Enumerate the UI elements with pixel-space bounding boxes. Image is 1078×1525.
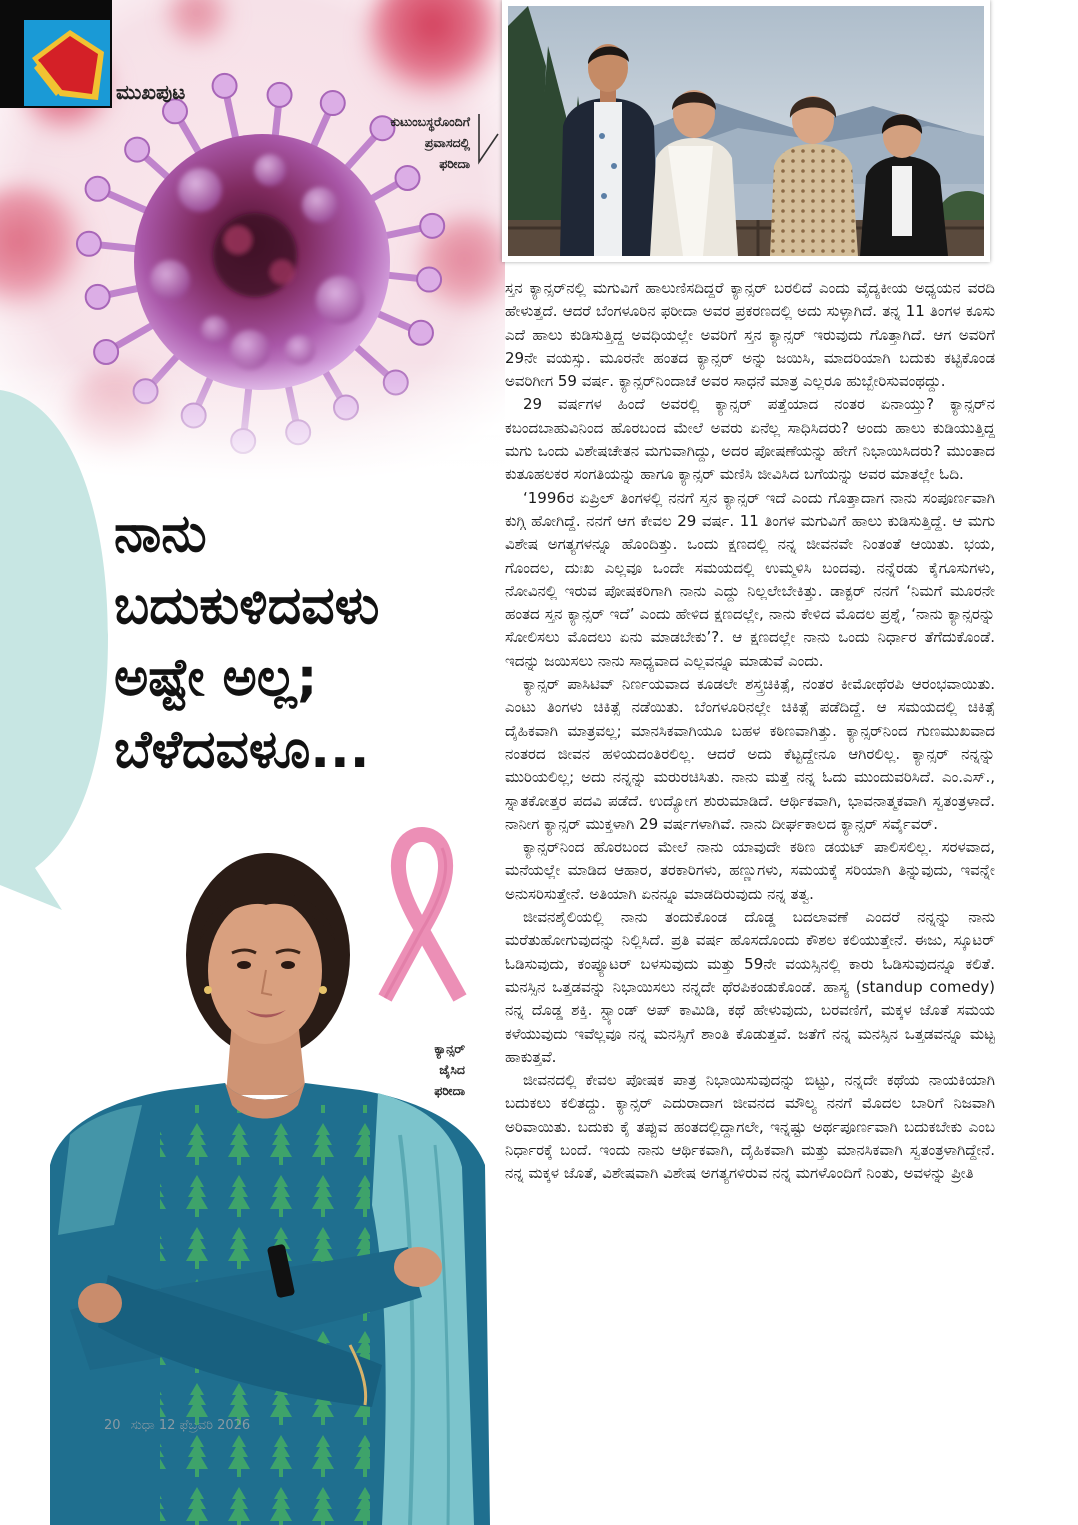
caption-pointer (472, 112, 502, 168)
headline-line: ಅಷ್ಟೇ ಅಲ್ಲ; (114, 648, 318, 708)
headline-line: ನಾನು (114, 504, 207, 564)
page-footer (104, 1418, 256, 1433)
portrait-caption (330, 1038, 465, 1101)
scarf (372, 1093, 474, 1525)
family-photo-caption (330, 111, 470, 174)
virus-spike-tip (86, 177, 110, 201)
issue-info: ಸುಧಾ 12 ಫೆಬ್ರವರಿ 2026 (130, 1418, 251, 1433)
virus-spike-tip (420, 214, 444, 238)
virus-spike-tip (86, 285, 110, 309)
body-paragraph: ಕ್ಯಾನ್ಸರ್ ಪಾಸಿಟಿವ್ ನಿರ್ಣಯವಾದ ಕೂಡಲೇ ಶಸ್ತ್ರಚಿಕಿತ್ಸೆ, ನಂತರ ಕೀಮೋಥೆರಪಿ ಆರಂಭವಾಯಿತು. ಎಂಟು ತಿಂಗಳು ಚಿಕಿತ್ಸೆ ನಡೆಯಿತು. ಬೆಂಗಳೂರಿನಲ್ಲೇ ಚಿಕಿತ್ಸೆ ಪಡೆದಿದ್ದೆ. ಆ ಸಮಯದಲ್ಲಿ ಚಿಕಿತ್ಸೆ ದೈಹಿಕವಾಗಿ ಮಾತ್ರವಲ್ಲ; ಮಾನಸಿಕವಾಗಿಯೂ ಬಹಳ ಕಠಿಣವಾಗಿತ್ತು. ಕ್ಯಾನ್ಸರ್‌ನಿಂದ ಗುಣಮುಖವಾದ ನಂತರದ ಜೀವನ ಹಳಿಯದಂತಿರಲಿಲ್ಲ. ಆದರೆ ಅದು ಕೆಟ್ಟದ್ದೇನೂ ಆಗಿರಲಿಲ್ಲ. ಕ್ಯಾನ್ಸರ್ ನನ್ನನ್ನು ಮುರಿಯಲಿಲ್ಲ; ಅದು ನನ್ನನ್ನು ಮರುರಚಿಸಿತು. ನಾನು ಮತ್ತೆ ನನ್ನ ಓದು ಮುಂದುವರಿಸಿದೆ. ಎಂ.ಎಸ್., ಸ್ನಾತಕೋತ್ತರ ಪದವಿ ಪಡೆದೆ. ಉದ್ಯೋಗ ಶುರುಮಾಡಿದೆ. ಆರ್ಥಿಕವಾಗಿ, ಭಾವನಾತ್ಮಕವಾಗಿ ಸ್ವತಂತ್ರಳಾದೆ. ನಾನೀಗ ಕ್ಯಾನ್ಸರ್ ಮುಕ್ತಳಾಗಿ 29 ವರ್ಷಗಳಾಗಿವೆ. ನಾನು ದೀರ್ಘಕಾಲದ ಕ್ಯಾನ್ಸರ್ ಸರ್ವೈವರ್. (505, 675, 995, 833)
caption-line: ಫರೀದಾ (439, 156, 470, 171)
virus-spike-tip (77, 232, 101, 256)
headline-line: ಬದುಕುಳಿದವಳು (114, 576, 380, 636)
body-paragraph: ಕ್ಯಾನ್ಸರ್‌ನಿಂದ ಹೊರಬಂದ ಮೇಲೆ ನಾನು ಯಾವುದೇ ಕಠಿಣ ಡಯಟ್ ಪಾಲಿಸಲಿಲ್ಲ. ಸರಳವಾದ, ಮನೆಯಲ್ಲೇ ಮಾಡಿದ ಆಹಾರ, ತರಕಾರಿಗಳು, ಹಣ್ಣುಗಳು, ಸಮಯಕ್ಕೆ ಸರಿಯಾಗಿ ತಿನ್ನುವುದು, ಇವನ್ನೇ ಅನುಸರಿಸುತ್ತೇನೆ. ಅತಿಯಾಗಿ ಏನನ್ನೂ ಮಾಡದಿರುವುದು ನನ್ನ ತತ್ವ. (505, 838, 995, 903)
family-photo (502, 0, 990, 262)
caption-line: ಜೈಸಿದ (439, 1062, 465, 1077)
magazine-logo-icon (0, 0, 112, 108)
caption-line: ಕುಟುಂಬಸ್ಥರೊಂದಿಗೆ (390, 114, 470, 129)
caption-line: ಕ್ಯಾನ್ಸರ್ (434, 1041, 465, 1056)
family-photo-image (508, 6, 984, 256)
hand (394, 1247, 442, 1287)
article-body (505, 277, 995, 1397)
pink-ribbon-icon (370, 820, 475, 1005)
page-number: 20 (104, 1418, 121, 1433)
virus-spike-tip (409, 321, 433, 345)
virus-spike-tip (417, 268, 441, 292)
intro-paragraph: ಸ್ತನ ಕ್ಯಾನ್ಸರ್‌ನಲ್ಲಿ ಮಗುವಿಗೆ ಹಾಲುಣಿಸದಿದ್ದರೆ ಕ್ಯಾನ್ಸರ್ ಬರಲಿದೆ ಎಂದು ವೈದ್ಯಕೀಯ ಅಧ್ಯಯನ ವರದಿ ಹೇಳುತ್ತದೆ. ಆದರೆ ಬೆಂಗಳೂರಿನ ಫರೀದಾ ಅವರ ಪ್ರಕರಣದಲ್ಲಿ ಅದು ಸುಳ್ಳಾಗಿದೆ. ತನ್ನ 11 ತಿಂಗಳ ಕೂಸು ಎದೆ ಹಾಲು ಕುಡಿಸುತ್ತಿದ್ದ ಅವಧಿಯಲ್ಲೇ ಅವರಿಗೆ ಸ್ತನ ಕ್ಯಾನ್ಸರ್ ಇರುವುದು ಗೊತ್ತಾಗಿದೆ. ಆಗ ಅವರಿಗೆ 29ನೇ ವಯಸ್ಸು. ಮೂರನೇ ಹಂತದ ಕ್ಯಾನ್ಸರ್ ಅನ್ನು ಜಯಿಸಿ, ಮಾದರಿಯಾಗಿ ಬದುಕು ಕಟ್ಟಿಕೊಂಡ ಅವರಿಗೀಗ 59 ವರ್ಷ. ಕ್ಯಾನ್ಸರ್‌ನಿಂದಾಚೆ ಅವರ ಸಾಧನೆ ಮಾತ್ರ ಎಲ್ಲರೂ ಹುಬ್ಬೇರಿಸುವಂಥದ್ದು. (505, 279, 995, 391)
caption-line: ಪ್ರವಾಸದಲ್ಲಿ (424, 135, 470, 150)
body-paragraph: 29 ವರ್ಷಗಳ ಹಿಂದೆ ಅವರಲ್ಲಿ ಕ್ಯಾನ್ಸರ್ ಪತ್ತೆಯಾದ ನಂತರ ಏನಾಯ್ತು? ಕ್ಯಾನ್ಸರ್‌ನ ಕಬಂದಬಾಹುವಿನಿಂದ ಹೊರಬಂದ ಮೇಲೆ ಅವರು ಏನೆಲ್ಲ ಸಾಧಿಸಿದರು? ಅಂದು ಹಾಲು ಕುಡಿಯುತ್ತಿದ್ದ ಮಗು ಒಂದು ವಿಶೇಷಚೇತನ ಮಗುವಾಗಿದ್ದು, ಅದರ ಪೋಷಣೆಯನ್ನು ಹೇಗೆ ನಿಭಾಯಿಸಿದರು? ಮುಂತಾದ ಕುತೂಹಲಕರ ಸಂಗತಿಯನ್ನು ಹಾಗೂ ಕ್ಯಾನ್ಸರ್ ಮಣಿಸಿ ಜೀವಿಸಿದ ಬಗೆಯನ್ನು ಅವರ ಮಾತಲ್ಲೇ ಓದಿ. (505, 395, 995, 484)
body-paragraph: ಜೀವನಶೈಲಿಯಲ್ಲಿ ನಾನು ತಂದುಕೊಂಡ ದೊಡ್ಡ ಬದಲಾವಣೆ ಎಂದರೆ ನನ್ನನ್ನು ನಾನು ಮರೆತುಹೋಗುವುದನ್ನು ನಿಲ್ಲಿಸಿದೆ. ಪ್ರತಿ ವರ್ಷ ಹೊಸದೊಂದು ಕೌಶಲ ಕಲಿಯುತ್ತೇನೆ. ಈಜು, ಸ್ಕೂಟರ್ ಓಡಿಸುವುದು, ಕಂಪ್ಯೂಟರ್ ಬಳಸುವುದು ಮತ್ತು 59ನೇ ವಯಸ್ಸಿನಲ್ಲಿ ಕಾರು ಓಡಿಸುವುದನ್ನೂ ಕಲಿತೆ. ಮನಸ್ಸಿನ ಒತ್ತಡವನ್ನು ನಿಭಾಯಿಸಲು ನನ್ನದೇ ಥೆರಪಿಕಂಡುಕೊಂಡೆ. ಹಾಸ್ಯ (standup comedy) ನನ್ನ ದೊಡ್ಡ ಶಕ್ತಿ. ಸ್ಟ್ಯಾಂಡ್ ಅಪ್ ಕಾಮಿಡಿ, ಕಥೆ ಹೇಳುವುದು, ಬರವಣಿಗೆ, ಮಕ್ಕಳ ಜೊತೆ ಸಮಯ ಕಳೆಯುವುದು ಇವೆಲ್ಲವೂ ನನ್ನ ಮನಸ್ಸಿಗೆ ಶಾಂತಿ ಕೊಡುತ್ತವೆ. ಜತೆಗೆ ನನ್ನ ಮನಸ್ಸಿನ ಒತ್ತಡವನ್ನೂ ಮಟ್ಟ ಹಾಕುತ್ತವೆ. (505, 908, 995, 1066)
caption-line: ಫರೀದಾ (434, 1083, 465, 1098)
hand (78, 1283, 122, 1323)
section-label: ಮುಖಪುಟ (116, 80, 186, 104)
virus-spike-tip (213, 74, 237, 98)
virus-spike-tip (125, 138, 149, 162)
headline (114, 498, 494, 786)
virus-spike-tip (268, 83, 292, 107)
body-paragraph: ಜೀವನದಲ್ಲಿ ಕೇವಲ ಪೋಷಕ ಪಾತ್ರ ನಿಭಾಯಿಸುವುದನ್ನು ಬಿಟ್ಟು, ನನ್ನದೇ ಕಥೆಯ ನಾಯಕಿಯಾಗಿ ಬದುಕಲು ಕಲಿತದ್ದು. ಕ್ಯಾನ್ಸರ್ ಎದುರಾದಾಗ ಜೀವನದ ಮೌಲ್ಯ ನನಗೆ ಮೊದಲ ಬಾರಿಗೆ ನಿಜವಾಗಿ ಅರಿವಾಯಿತು. ಬದುಕು ಕೈ ತಪ್ಪುವ ಹಂತದಲ್ಲಿದ್ದಾಗಲೇ, ಇನ್ನಷ್ಟು ಅರ್ಥಪೂರ್ಣವಾಗಿ ಬದುಕಬೇಕು ಎಂಬ ನಿರ್ಧಾರಕ್ಕೆ ಬಂದೆ. ಇಂದು ನಾನು ಆರ್ಥಿಕವಾಗಿ, ದೈಹಿಕವಾಗಿ ಮತ್ತು ಮಾನಸಿಕವಾಗಿ ಸ್ವತಂತ್ರಳಾಗಿದ್ದೇನೆ. ನನ್ನ ಮಕ್ಕಳ ಜೊತೆ, ವಿಶೇಷವಾಗಿ ವಿಶೇಷ ಅಗತ್ಯಗಳಿರುವ ನನ್ನ ಮಗಳೊಂದಿಗೆ ನಿಂತು, ಅವಳನ್ನು ಪ್ರೀತಿ (505, 1071, 995, 1183)
headline-line: ಬೆಳೆದವಳೂ... (114, 720, 370, 780)
body-paragraph: ‘1996ರ ಏಪ್ರಿಲ್ ತಿಂಗಳಲ್ಲಿ ನನಗೆ ಸ್ತನ ಕ್ಯಾನ್ಸರ್ ಇದೆ ಎಂದು ಗೊತ್ತಾದಾಗ ನಾನು ಸಂಪೂರ್ಣವಾಗಿ ಕುಗ್ಗಿ ಹೋಗಿದ್ದೆ. ನನಗೆ ಆಗ ಕೇವಲ 29 ವರ್ಷ. 11 ತಿಂಗಳ ಮಗುವಿಗೆ ಹಾಲು ಕುಡಿಸುತ್ತಿದ್ದೆ. ಆ ಮಗು ವಿಶೇಷ ಅಗತ್ಯಗಳನ್ನೂ ಹೊಂದಿತ್ತು. ಒಂದು ಕ್ಷಣದಲ್ಲಿ ನನ್ನ ಜೀವನವೇ ನಿಂತಂತೆ ಆಯಿತು. ಭಯ, ಗೊಂದಲ, ದುಃಖ ಎಲ್ಲವೂ ಒಂದೇ ಸಮಯದಲ್ಲಿ ಉಮ್ಮಳಿಸಿ ಬಂದವು. ನನ್ನೆರಡು ಕೈಗೂಸುಗಳು, ನೋವಿನಲ್ಲಿ ಇರುವ ಪೋಷಕರಿಗಾಗಿ ನಾನು ಎದ್ದು ನಿಲ್ಲಲೇಬೇಕಿತ್ತು. ಡಾಕ್ಟರ್ ನನಗೆ ‘ನಿಮಗೆ ಮೂರನೇ ಹಂತದ ಸ್ತನ ಕ್ಯಾನ್ಸರ್ ಇದೆ’ ಎಂದು ಹೇಳಿದ ಕ್ಷಣದಲ್ಲೇ, ನಾನು ಕೇಳಿದ ಮೊದಲ ಪ್ರಶ್ನೆ, ‘ನಾನು ಕ್ಯಾನ್ಸರನ್ನು ಸೋಲಿಸಲು ಮೊದಲು ಏನು ಮಾಡಬೇಕು’?. ಆ ಕ್ಷಣದಲ್ಲೇ ನಾನು ಒಂದು ನಿರ್ಧಾರ ತೆಗೆದುಕೊಂಡೆ. ಇದನ್ನು ಜಯಿಸಲು ನಾನು ಸಾಧ್ಯವಾದ ಎಲ್ಲವನ್ನೂ ಮಾಡುವೆ ಎಂದು. (505, 488, 995, 670)
